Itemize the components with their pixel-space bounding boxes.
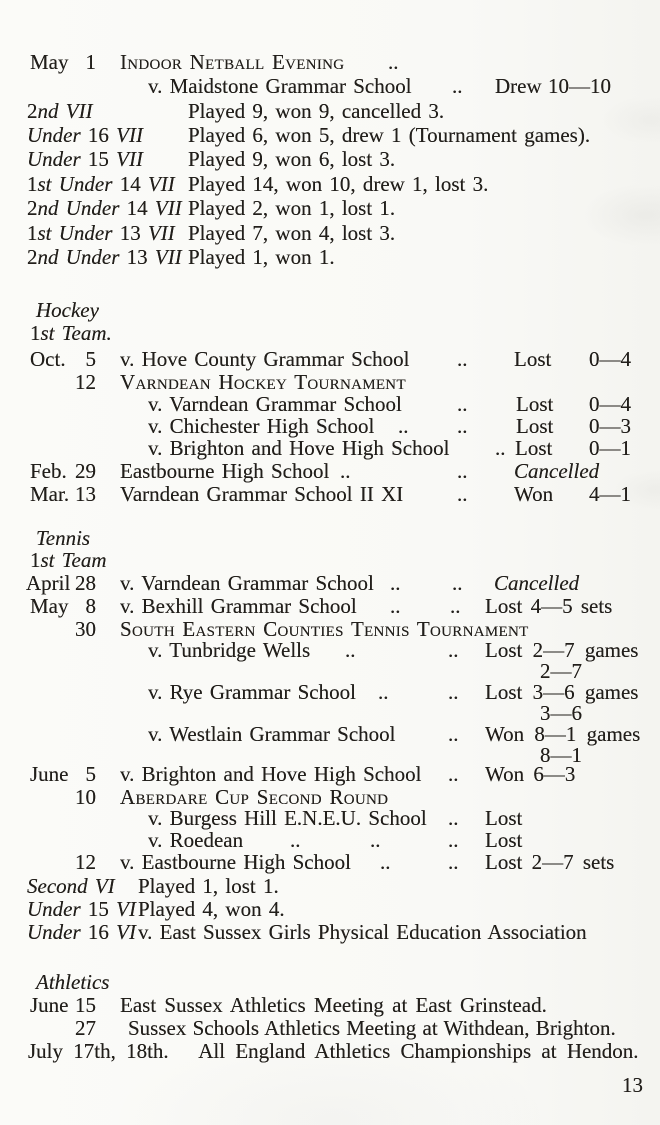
- leader-dots: ..: [457, 482, 468, 506]
- team-label: [27, 197, 182, 220]
- date-day: 15: [75, 993, 96, 1017]
- leader-dots: ..: [448, 638, 459, 662]
- team-label: [27, 875, 115, 898]
- team-label-part: 1: [30, 548, 41, 572]
- event-title: Indoor Netball Evening: [120, 50, 345, 74]
- team-label-part: 13: [126, 245, 155, 269]
- hockey-row: [0, 322, 660, 346]
- date-month: May: [30, 50, 69, 74]
- athletics-row: [0, 1040, 660, 1064]
- result: Cancelled: [514, 459, 600, 483]
- team-label-part: VII: [116, 147, 143, 171]
- team-label: [27, 148, 143, 171]
- event-note: East Sussex Athletics Meeting at East Grinstead.: [120, 993, 547, 1017]
- team-label-part: Under: [27, 897, 88, 921]
- fixture: Varndean Grammar School II XI: [120, 482, 404, 506]
- team-label-part: VI: [116, 897, 136, 921]
- score: 0—4: [589, 392, 631, 416]
- leader-dots: ..: [452, 74, 463, 98]
- team-label-part: 1: [30, 321, 41, 345]
- team-label-part: 15: [87, 897, 117, 921]
- score-continuation: 3—6: [540, 701, 582, 725]
- netball-row: [0, 197, 660, 221]
- fixture: v. East Sussex Girls Physical Education Association: [138, 920, 587, 944]
- date-day: 30: [75, 617, 96, 641]
- fixture: v. Varndean Grammar School: [120, 571, 374, 595]
- leader-dots: ..: [378, 680, 389, 704]
- team-label-part: 16: [87, 123, 117, 147]
- leader-dots: ..: [388, 50, 399, 74]
- leader-dots: ..: [457, 347, 468, 371]
- team-label-part: 16: [87, 920, 117, 944]
- score: 0—1: [589, 436, 631, 460]
- netball-row: [0, 222, 660, 246]
- fixture: v. Westlain Grammar School: [148, 722, 396, 746]
- fixture: v. Chichester High School: [148, 414, 375, 438]
- hockey-row: [0, 483, 660, 507]
- netball-row: [0, 100, 660, 124]
- team-label-part: Under: [58, 172, 120, 196]
- event-title: South Eastern Counties Tennis Tournament: [120, 617, 529, 641]
- team-label-part: st: [37, 172, 59, 196]
- date-month: April: [26, 571, 71, 595]
- date-day: 8: [85, 594, 96, 618]
- team-label: [27, 124, 143, 147]
- date-day: 29: [75, 459, 96, 483]
- hockey-row: [0, 299, 660, 323]
- result: Won: [514, 482, 554, 506]
- leader-dots: ..: [290, 828, 301, 852]
- team-label-part: Under: [27, 123, 88, 147]
- leader-dots: ..: [340, 459, 351, 483]
- tennis-row: [0, 549, 660, 573]
- leader-dots: ..: [390, 571, 401, 595]
- team-label: [30, 549, 107, 572]
- netball-row: [0, 246, 660, 270]
- result: Lost: [485, 806, 523, 830]
- team-label-part: Under: [27, 920, 88, 944]
- fixture: v. Brighton and Hove High School: [148, 436, 450, 460]
- result: Lost 3—6 games: [485, 680, 639, 704]
- date-month: Mar.: [30, 482, 70, 506]
- event-note: Sussex Schools Athletics Meeting at Withdean, Brighton.: [128, 1016, 616, 1040]
- date-month: Oct.: [30, 347, 66, 371]
- date-day: 1: [85, 50, 96, 74]
- team-label-part: Second VI: [27, 874, 115, 898]
- team-record: Played 4, won 4.: [138, 897, 285, 921]
- team-label-part: VII: [116, 123, 143, 147]
- score: 4—1: [589, 482, 631, 506]
- netball-row: [0, 75, 660, 99]
- leader-dots: ..: [448, 762, 459, 786]
- date-month: June: [30, 762, 69, 786]
- score-continuation: 2—7: [540, 659, 582, 683]
- team-label: [27, 173, 175, 196]
- team-label-part: VI: [116, 920, 136, 944]
- fixture: Eastbourne High School: [120, 459, 330, 483]
- hockey-row: [0, 437, 660, 461]
- result: Lost: [516, 392, 554, 416]
- team-label-part: st: [40, 321, 62, 345]
- team-record: Played 14, won 10, drew 1, lost 3.: [188, 172, 489, 196]
- netball-row: [0, 148, 660, 172]
- fixture: v. Burgess Hill E.N.E.U. School: [148, 806, 427, 830]
- date-day: 10: [75, 785, 96, 809]
- date-day: 12: [75, 850, 96, 874]
- leader-dots: ..: [448, 680, 459, 704]
- result: Cancelled: [494, 571, 580, 595]
- fixture: v. Maidstone Grammar School: [148, 74, 412, 98]
- leader-dots: ..: [448, 850, 459, 874]
- leader-dots: ..: [495, 436, 506, 460]
- team-label: [30, 322, 112, 345]
- team-label-part: st: [37, 221, 59, 245]
- leader-dots: ..: [457, 414, 468, 438]
- team-record: Played 6, won 5, drew 1 (Tournament games).: [188, 123, 591, 147]
- fixture: v. Hove County Grammar School: [120, 347, 410, 371]
- result: Lost 2—7 games: [485, 638, 639, 662]
- section-title: Hockey: [36, 298, 99, 322]
- team-label-part: VII: [154, 196, 182, 220]
- leader-dots: ..: [370, 828, 381, 852]
- date-day: 27: [75, 1016, 96, 1040]
- team-label-part: 14: [126, 196, 155, 220]
- date-day: 5: [85, 762, 96, 786]
- team-label-part: 2: [27, 245, 38, 269]
- team-record: Played 1, won 1.: [188, 245, 335, 269]
- leader-dots: ..: [345, 638, 356, 662]
- result: Lost 4—5 sets: [485, 594, 613, 618]
- leader-dots: ..: [448, 722, 459, 746]
- date-day: 13: [75, 482, 96, 506]
- tennis-row: [0, 572, 660, 596]
- tennis-row: [0, 595, 660, 619]
- athletics-row: [0, 1017, 660, 1041]
- team-label-part: VII: [147, 172, 175, 196]
- score: 0—4: [589, 347, 631, 371]
- result: Lost: [516, 414, 554, 438]
- team-label-part: nd: [37, 245, 66, 269]
- leader-dots: ..: [390, 594, 401, 618]
- team-record: Played 9, won 9, cancelled 3.: [188, 99, 445, 123]
- team-label-part: Team: [61, 548, 107, 572]
- result: Drew: [495, 74, 542, 98]
- netball-row: [0, 124, 660, 148]
- team-label-part: 1: [27, 172, 38, 196]
- fixture: v. Rye Grammar School: [148, 680, 356, 704]
- result: Lost: [515, 436, 553, 460]
- event-title: Aberdare Cup Second Round: [120, 785, 389, 809]
- team-label-part: VII: [147, 221, 175, 245]
- tennis-row: [0, 763, 660, 787]
- tennis-row: [0, 807, 660, 831]
- team-record: Played 2, won 1, lost 1.: [188, 196, 396, 220]
- page-number: 13: [622, 1073, 643, 1097]
- team-label: [27, 921, 136, 944]
- team-label-part: 15: [87, 147, 117, 171]
- fixture: v. Tunbridge Wells: [148, 638, 311, 662]
- leader-dots: ..: [448, 806, 459, 830]
- team-label-part: st: [40, 548, 62, 572]
- netball-row: [0, 51, 660, 75]
- fixture: v. Bexhill Grammar School: [120, 594, 357, 618]
- team-label-part: nd: [37, 99, 66, 123]
- team-label-part: Under: [65, 245, 127, 269]
- tennis-row: [0, 851, 660, 875]
- result: Won 6—3: [485, 762, 576, 786]
- team-label-part: 2: [27, 196, 38, 220]
- fixture: v. Eastbourne High School: [120, 850, 351, 874]
- leader-dots: ..: [398, 414, 409, 438]
- fixture: v. Roedean: [148, 828, 244, 852]
- team-label: [27, 898, 136, 921]
- hockey-row: [0, 460, 660, 484]
- date-day: 5: [85, 347, 96, 371]
- tennis-row: [0, 875, 660, 899]
- netball-row: [0, 173, 660, 197]
- tennis-row: [0, 898, 660, 922]
- leader-dots: ..: [450, 594, 461, 618]
- team-record: Played 9, won 6, lost 3.: [188, 147, 396, 171]
- hockey-row: [0, 348, 660, 372]
- team-label-part: Under: [58, 221, 120, 245]
- team-record: Played 7, won 4, lost 3.: [188, 221, 396, 245]
- team-label-part: VII: [65, 99, 93, 123]
- score: 0—3: [589, 414, 631, 438]
- athletics-row: [0, 971, 660, 995]
- date-month: May: [30, 594, 69, 618]
- result: Lost 2—7 sets: [485, 850, 615, 874]
- result: Lost: [485, 828, 523, 852]
- score-continuation: 8—1: [540, 743, 582, 767]
- event-title: Varndean Hockey Tournament: [120, 370, 406, 394]
- leader-dots: ..: [448, 828, 459, 852]
- section-title: Athletics: [36, 970, 110, 994]
- leader-dots: ..: [452, 571, 463, 595]
- date-day: 28: [75, 571, 96, 595]
- fixture: v. Brighton and Hove High School: [120, 762, 422, 786]
- athletics-row: [0, 994, 660, 1018]
- team-label-part: 2: [27, 99, 38, 123]
- team-label-part: 1: [27, 221, 38, 245]
- team-label: [27, 100, 93, 123]
- date-day: 12: [75, 370, 96, 394]
- section-title: Tennis: [36, 526, 91, 550]
- date-month: Feb.: [30, 459, 67, 483]
- team-label-part: 14: [119, 172, 148, 196]
- result: Won 8—1 games: [485, 722, 641, 746]
- team-record: Played 1, lost 1.: [138, 874, 279, 898]
- event-note: July 17th, 18th. All England Athletics Championships at Hendon.: [28, 1039, 639, 1063]
- score: 10—10: [548, 74, 611, 98]
- team-label-part: VII: [154, 245, 182, 269]
- date-month: June: [30, 993, 69, 1017]
- team-label-part: Under: [65, 196, 127, 220]
- leader-dots: ..: [457, 392, 468, 416]
- team-label: [27, 246, 182, 269]
- fixture: v. Varndean Grammar School: [148, 392, 402, 416]
- team-label-part: 13: [119, 221, 148, 245]
- result: Lost: [514, 347, 552, 371]
- team-label-part: Under: [27, 147, 88, 171]
- tennis-row: [0, 921, 660, 945]
- team-label-part: Team.: [61, 321, 112, 345]
- leader-dots: ..: [380, 850, 391, 874]
- leader-dots: ..: [457, 459, 468, 483]
- team-label: [27, 222, 175, 245]
- team-label-part: nd: [37, 196, 66, 220]
